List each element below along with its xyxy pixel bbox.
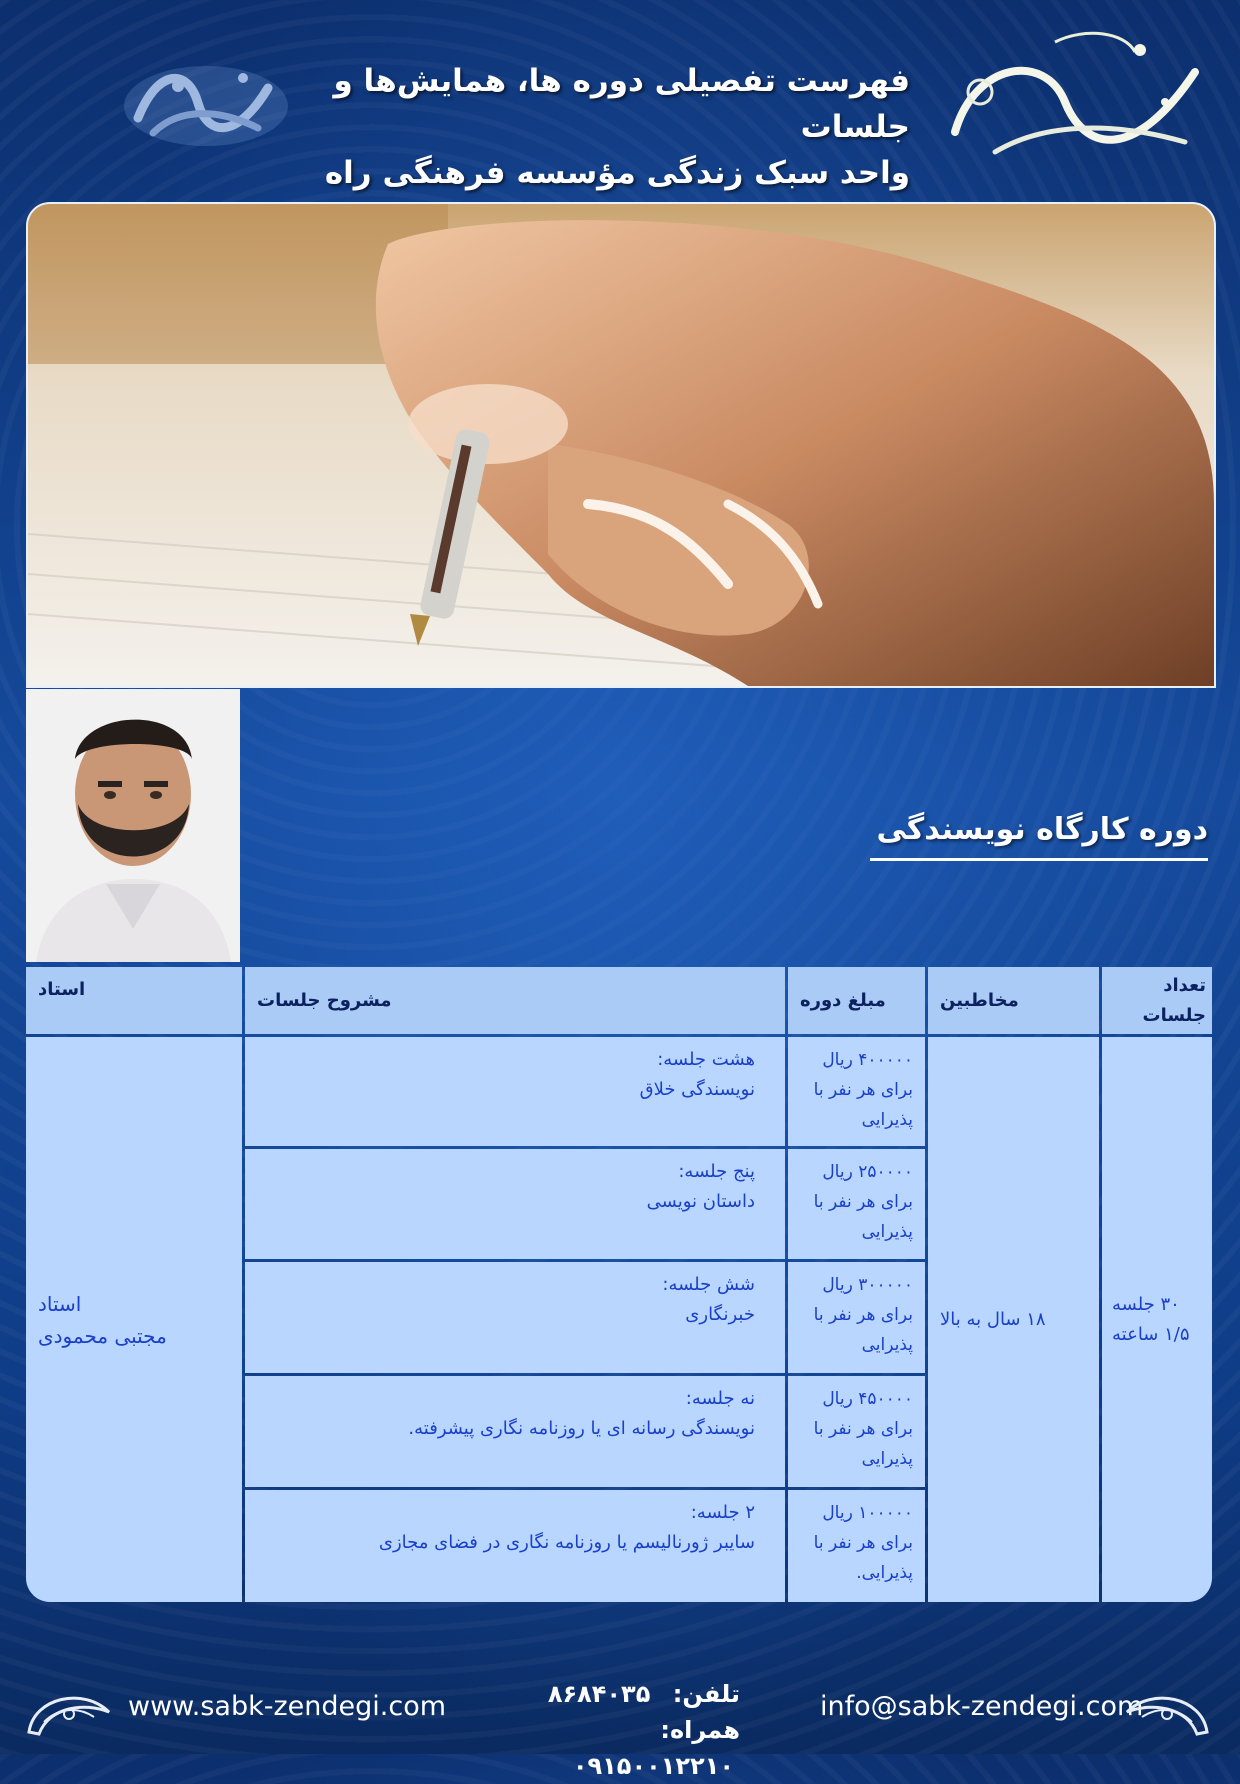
footer-ornament-right: [1122, 1682, 1212, 1740]
row-price: ۳۰۰۰۰۰ ریال برای هر نفر با پذیرایی: [788, 1262, 925, 1373]
mobile-value: ۰۹۱۵۰۰۱۲۲۱۰: [572, 1752, 734, 1780]
header-instructor: استاد: [26, 967, 242, 1034]
header-details: مشروح جلسات: [245, 967, 785, 1034]
row-price: ۴۵۰۰۰۰ ریال برای هر نفر با پذیرایی: [788, 1376, 925, 1487]
header-audience: مخاطبین: [928, 967, 1099, 1034]
row-details: شش جلسه: خبرنگاری: [245, 1262, 785, 1373]
audience-cell: ۱۸ سال به بالا: [928, 1037, 1099, 1602]
row-price: ۱۰۰۰۰۰ ریال برای هر نفر با پذیرایی.: [788, 1490, 925, 1602]
footer-ornament-left: [24, 1682, 114, 1740]
phone-value: ۸۶۸۴۰۳۵: [547, 1680, 651, 1708]
instructor-cell: استاد مجتبی محمودی: [26, 1037, 242, 1602]
sessions-count-cell: ۳۰ جلسه ۱/۵ ساعته: [1102, 1037, 1212, 1602]
header-price: مبلغ دوره: [788, 967, 925, 1034]
footer-contact: [500, 1676, 740, 1784]
footer-email[interactable]: info@sabk-zendegi.com: [820, 1691, 1144, 1722]
sabk-zendegi-logo: [935, 22, 1215, 172]
header-title-line1: فهرست تفصیلی دوره ها، همایش‌ها و جلسات: [333, 63, 910, 145]
phone-label: تلفن:: [672, 1680, 740, 1708]
footer-mobile: [500, 1712, 740, 1784]
row-details: ۲ جلسه: سایبر ژورنالیسم یا روزنامه نگاری در فضای مجازی: [245, 1490, 785, 1602]
row-price: ۴۰۰۰۰۰ ریال برای هر نفر با پذیرایی: [788, 1037, 925, 1146]
header-title-line2: واحد سبک زندگی مؤسسه فرهنگی راه: [324, 155, 910, 191]
header-sessions-count: تعداد جلسات: [1102, 967, 1212, 1034]
rah-roshan-logo: [118, 48, 293, 158]
row-price: ۲۵۰۰۰۰ ریال برای هر نفر با پذیرایی: [788, 1149, 925, 1259]
course-title: دوره کارگاه نویسندگی: [870, 808, 1208, 861]
footer-phone: [500, 1676, 740, 1712]
row-details: هشت جلسه: نویسندگی خلاق: [245, 1037, 785, 1146]
footer-website[interactable]: www.sabk-zendegi.com: [128, 1691, 447, 1722]
hero-image: [26, 202, 1216, 688]
mobile-label: همراه:: [660, 1716, 740, 1744]
instructor-photo: [26, 689, 240, 962]
course-table: [26, 967, 1212, 1602]
row-details: پنج جلسه: داستان نویسی: [245, 1149, 785, 1259]
row-details: نه جلسه: نویسندگی رسانه ای یا روزنامه نگاری پیشرفته.: [245, 1376, 785, 1487]
